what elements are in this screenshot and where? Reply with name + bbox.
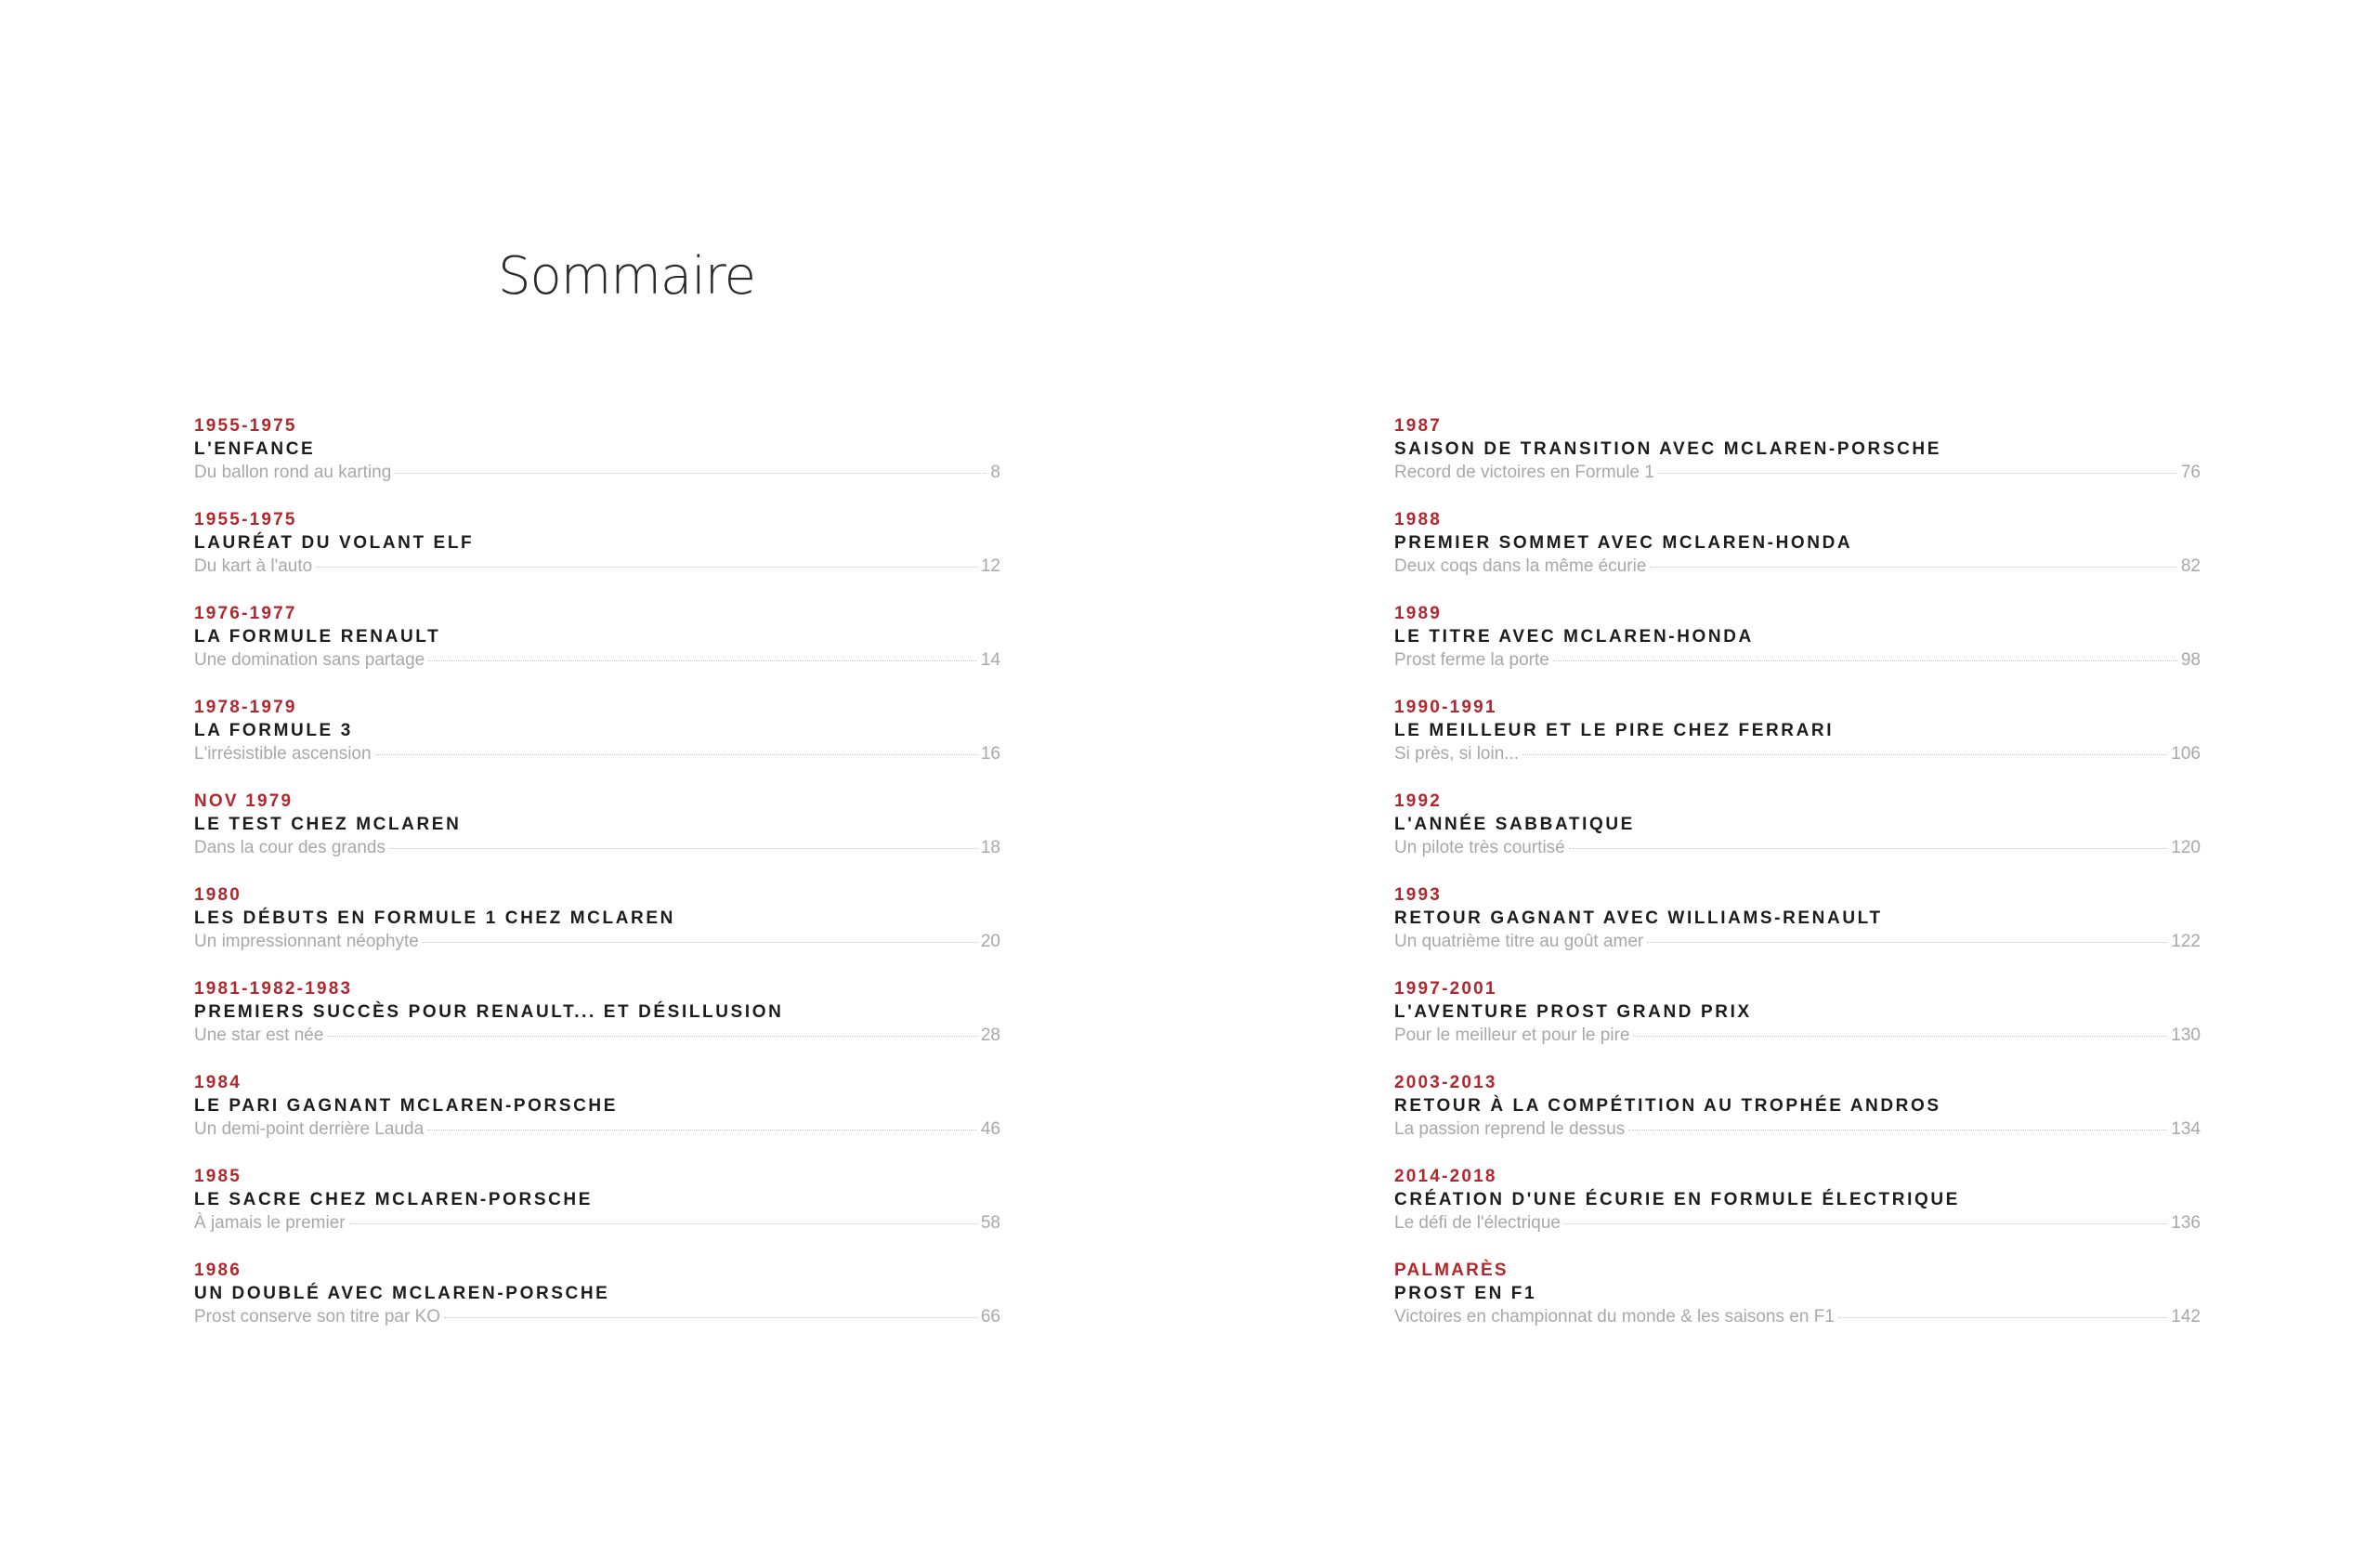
toc-column-left (194, 415, 1000, 1353)
entry-heading: CRÉATION D'UNE ÉCURIE EN FORMULE ÉLECTRIQUE (1394, 1190, 1960, 1209)
entry-heading: L'ENFANCE (194, 439, 316, 459)
entry-page-number: 18 (980, 838, 1000, 857)
entry-page-number: 8 (990, 463, 1000, 482)
entry-page-number: 98 (2180, 650, 2201, 670)
entry-heading: L'ANNÉE SABBATIQUE (1394, 815, 1635, 834)
entry-page-number: 28 (980, 1026, 1000, 1045)
toc-entry[interactable] (194, 791, 1000, 884)
entry-heading: LAURÉAT DU VOLANT ELF (194, 533, 475, 553)
entry-year: 1981-1982-1983 (194, 979, 353, 999)
dot-leader (349, 1223, 977, 1224)
entry-subtitle: La passion reprend le dessus (1394, 1119, 1626, 1139)
entry-heading: LA FORMULE RENAULT (194, 627, 441, 647)
toc-entry[interactable] (194, 884, 1000, 978)
entry-heading: RETOUR GAGNANT AVEC WILLIAMS-RENAULT (1394, 908, 1883, 928)
entry-heading: PROST EN F1 (1394, 1284, 1537, 1303)
entry-leader (194, 649, 1000, 672)
entry-year: 1988 (1394, 510, 1443, 529)
toc-entry[interactable] (1394, 603, 2201, 697)
toc-entry[interactable] (1394, 791, 2201, 884)
toc-entry[interactable] (194, 697, 1000, 791)
dot-leader (423, 942, 977, 943)
entry-subtitle: Un quatrième titre au goût amer (1394, 932, 1644, 951)
dot-leader (1553, 660, 2177, 661)
entry-heading: LE PARI GAGNANT MCLAREN-PORSCHE (194, 1096, 619, 1116)
entry-page-number: 14 (980, 650, 1000, 670)
entry-heading: LE TEST CHEZ MCLAREN (194, 815, 462, 834)
entry-subtitle: L'irrésistible ascension (194, 744, 372, 764)
toc-entry[interactable] (1394, 978, 2201, 1072)
toc-entry[interactable] (1394, 1166, 2201, 1260)
entry-heading: LA FORMULE 3 (194, 721, 353, 740)
entry-leader (194, 555, 1000, 578)
entry-subtitle: Un demi-point derrière Lauda (194, 1119, 425, 1139)
toc-entry[interactable] (194, 603, 1000, 697)
entry-subtitle: Le défi de l'électrique (1394, 1213, 1561, 1233)
entry-leader (194, 743, 1000, 765)
dot-leader (444, 1317, 977, 1318)
entry-page-number: 122 (2171, 932, 2201, 951)
entry-leader (194, 931, 1000, 953)
entry-heading: LE MEILLEUR ET LE PIRE CHEZ FERRARI (1394, 721, 1835, 740)
entry-leader (1394, 1025, 2201, 1047)
entry-page-number: 58 (980, 1213, 1000, 1233)
dot-leader (1658, 473, 2177, 474)
entry-year: 2003-2013 (1394, 1073, 1497, 1092)
entry-leader (1394, 555, 2201, 578)
entry-page-number: 82 (2180, 556, 2201, 576)
entry-year: 1985 (194, 1167, 242, 1186)
dot-leader (1564, 1223, 2167, 1224)
entry-subtitle: Victoires en championnat du monde & les saisons en F1 (1394, 1307, 1835, 1326)
entry-page-number: 120 (2171, 838, 2201, 857)
entry-heading: PREMIERS SUCCÈS POUR RENAULT... ET DÉSILLUSION (194, 1002, 784, 1022)
entry-page-number: 136 (2171, 1213, 2201, 1233)
dot-leader (1522, 754, 2167, 755)
entry-page-number: 66 (980, 1307, 1000, 1326)
entry-heading: SAISON DE TRANSITION AVEC MCLAREN-PORSCHE (1394, 439, 1942, 459)
entry-year: 1997-2001 (1394, 979, 1497, 999)
entry-year: 1978-1979 (194, 698, 297, 717)
toc-column-right (1394, 415, 2201, 1353)
entry-heading: UN DOUBLÉ AVEC MCLAREN-PORSCHE (194, 1284, 610, 1303)
entry-subtitle: Du kart à l'auto (194, 556, 313, 576)
entry-subtitle: Un impressionnant néophyte (194, 932, 419, 951)
entry-subtitle: Un pilote très courtisé (1394, 838, 1565, 857)
dot-leader (375, 754, 977, 755)
entry-heading: L'AVENTURE PROST GRAND PRIX (1394, 1002, 1752, 1022)
entry-heading: RETOUR À LA COMPÉTITION AU TROPHÉE ANDROS (1394, 1096, 1941, 1116)
dot-leader (1647, 942, 2167, 943)
entry-year: 1980 (194, 885, 242, 905)
entry-subtitle: Si près, si loin... (1394, 744, 1520, 764)
entry-year: 1986 (194, 1261, 242, 1280)
entry-heading: LE SACRE CHEZ MCLAREN-PORSCHE (194, 1190, 594, 1209)
entry-subtitle: Dans la cour des grands (194, 838, 385, 857)
entry-page-number: 16 (980, 744, 1000, 764)
entry-leader (1394, 462, 2201, 484)
page-title: Sommaire (498, 246, 756, 307)
toc-entry[interactable] (1394, 1260, 2201, 1353)
toc-entry[interactable] (1394, 509, 2201, 603)
entry-subtitle: Record de victoires en Formule 1 (1394, 463, 1654, 482)
entry-leader (1394, 931, 2201, 953)
entry-leader (1394, 743, 2201, 765)
entry-leader (194, 1212, 1000, 1235)
entry-year: 1955-1975 (194, 510, 297, 529)
entry-year: 1976-1977 (194, 604, 297, 623)
toc-entry[interactable] (1394, 415, 2201, 509)
entry-subtitle: Deux coqs dans la même écurie (1394, 556, 1647, 576)
dot-leader (1569, 848, 2168, 849)
entry-heading: LES DÉBUTS EN FORMULE 1 CHEZ MCLAREN (194, 908, 675, 928)
dot-leader (428, 660, 977, 661)
entry-page-number: 12 (980, 556, 1000, 576)
toc-entry[interactable] (194, 509, 1000, 603)
entry-leader (194, 1025, 1000, 1047)
entry-year: 1993 (1394, 885, 1443, 905)
entry-page-number: 134 (2171, 1119, 2201, 1139)
entry-leader (194, 1306, 1000, 1328)
entry-leader (1394, 1212, 2201, 1235)
entry-subtitle: Une domination sans partage (194, 650, 425, 670)
entry-year: NOV 1979 (194, 791, 294, 811)
toc-entry[interactable] (194, 415, 1000, 509)
entry-year: 1955-1975 (194, 416, 297, 436)
entry-heading: LE TITRE AVEC MCLAREN-HONDA (1394, 627, 1754, 647)
entry-leader (194, 1118, 1000, 1141)
entry-page-number: 20 (980, 932, 1000, 951)
entry-leader (1394, 1118, 2201, 1141)
entry-subtitle: Une star est née (194, 1026, 324, 1045)
entry-year: 1987 (1394, 416, 1443, 436)
entry-subtitle: Prost conserve son titre par KO (194, 1307, 441, 1326)
dot-leader (395, 473, 986, 474)
entry-leader (194, 837, 1000, 859)
entry-leader (194, 462, 1000, 484)
entry-year: PALMARÈS (1394, 1261, 1509, 1280)
entry-subtitle: Pour le meilleur et pour le pire (1394, 1026, 1630, 1045)
dot-leader (1838, 1317, 2167, 1318)
entry-year: 1989 (1394, 604, 1443, 623)
toc-entry[interactable] (194, 1260, 1000, 1353)
entry-leader (1394, 649, 2201, 672)
entry-subtitle: À jamais le premier (194, 1213, 346, 1233)
entry-page-number: 142 (2171, 1307, 2201, 1326)
entry-leader (1394, 837, 2201, 859)
toc-entry[interactable] (194, 978, 1000, 1072)
dot-leader (389, 848, 977, 849)
entry-leader (1394, 1306, 2201, 1328)
toc-entry[interactable] (1394, 884, 2201, 978)
toc-entry[interactable] (1394, 697, 2201, 791)
entry-year: 1990-1991 (1394, 698, 1497, 717)
entry-heading: PREMIER SOMMET AVEC MCLAREN-HONDA (1394, 533, 1853, 553)
entry-subtitle: Du ballon rond au karting (194, 463, 392, 482)
toc-entry[interactable] (1394, 1072, 2201, 1166)
entry-page-number: 106 (2171, 744, 2201, 764)
entry-year: 1984 (194, 1073, 242, 1092)
toc-entry[interactable] (194, 1166, 1000, 1260)
entry-page-number: 46 (980, 1119, 1000, 1139)
dot-leader (316, 567, 977, 568)
entry-subtitle: Prost ferme la porte (1394, 650, 1549, 670)
entry-year: 2014-2018 (1394, 1167, 1497, 1186)
entry-page-number: 130 (2171, 1026, 2201, 1045)
toc-entry[interactable] (194, 1072, 1000, 1166)
dot-leader (327, 1036, 976, 1037)
entry-page-number: 76 (2180, 463, 2201, 482)
dot-leader (1633, 1036, 2167, 1037)
entry-year: 1992 (1394, 791, 1443, 811)
dot-leader (1650, 567, 2176, 568)
